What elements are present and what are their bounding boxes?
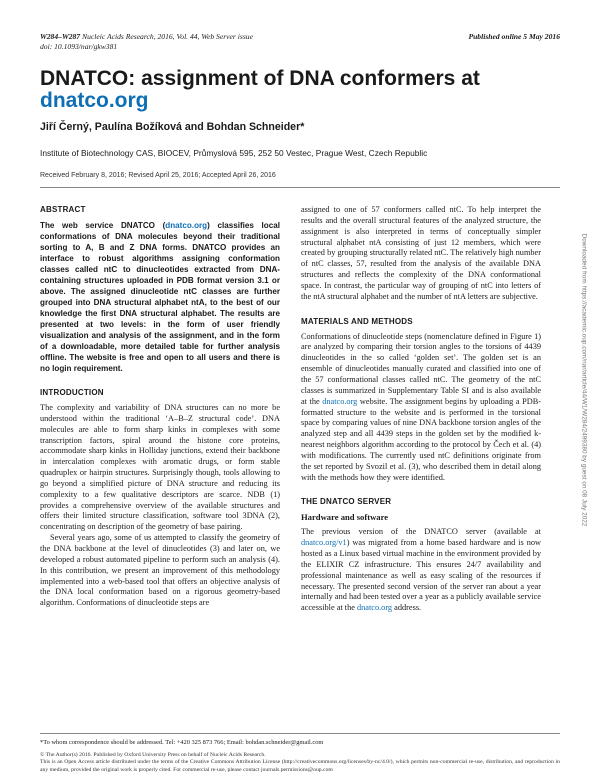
introduction-paragraph-2: Several years ago, some of us attempted to classify the geometry of the DNA backbone at the level of dinucleotides (3) and later on, we developed a robust automated pipeline to perform such an analysis (4). In this contribution, we present an improvement of this methodology implemented into a web-based tool that offers an objective analysis of the DNA local conformation based on a rigorous geometry-based algorithm. Conformations of dinucleotide steps are — [40, 533, 280, 608]
left-column — [40, 205, 280, 609]
server-heading: THE DNATCO SERVER — [301, 497, 392, 507]
footnote-divider — [40, 733, 560, 734]
abstract-text: The web service DNATCO (dnatco.org) classifies local conformations of DNA molecules beyond their traditional sorting to A, B and Z DNA forms. DNATCO provides an interface to robust algorithms assigning conformation classes called ntC to dinucleotides extracted from DNA-containing structures uploaded in PDB format version 3.1 or above. The assigned dinucleotide ntC classes are further grouped into DNA structural alphabet ntA, to the best of our knowledge the first DNA structural alphabet. The results are presented at two levels: in the form of user friendly visualization and analysis of the assignment, and in the form of a downloadable, more detailed table for further analysis offline. The website is free and open to all users and there is no login requirement. — [40, 221, 280, 373]
title-link[interactable]: dnatco.org — [40, 89, 149, 112]
abstract-heading: ABSTRACT — [40, 205, 86, 214]
copyright-notice — [40, 752, 560, 774]
introduction-heading: INTRODUCTION — [40, 388, 104, 397]
running-head — [40, 32, 560, 52]
journal-issue: Nucleic Acids Research, 2016, Vol. 44, Web Server issue — [82, 32, 253, 41]
introduction-continued: assigned to one of 57 conformers called ntC. To help interpret the results and the overall structural features of the analyzed structure, the assignment is also interpreted in terms of conceptually simpler structural alphabet ntA consisting of just 12 members, which were created by grouping structurally related ntC. The relatively high number of ntC classes, 57, resulted from the analysis of the available DNA structures and reflects the complexity of the DNA conformational space. In contrast, the particular way of grouping of ntC into letters of the ntA structural alphabet and the number of ntA letters are subjective. — [301, 205, 541, 301]
article-dates: Received February 8, 2016; Revised April 25, 2016; Accepted April 26, 2016 — [40, 172, 276, 179]
license-text: This is an Open Access article distributed under the terms of the Creative Commons Attribution License (http://creativecommons.org/licenses/by-nc/4.0/), which permits non-commercial re-use, distribution, and reproduction in any medium, provided the original work is properly cited. For commercial re-use, please contact journals.permissions@oup.com — [40, 759, 560, 773]
title-main: DNATCO: assignment of DNA conformers at — [40, 67, 480, 90]
download-sidebar: Downloaded from https://academic.oup.com/nar/article/44/W1/W284/2499380 by guest on 08 July 2022 — [580, 233, 588, 527]
server-v1-link[interactable]: dnatco.org/v1 — [301, 538, 347, 548]
right-column — [301, 205, 541, 614]
abstract-link[interactable]: dnatco.org — [165, 221, 208, 230]
correspondence-footnote: *To whom correspondence should be addressed. Tel: +420 325 873 766; Email: bohdan.schneider@gmail.com — [40, 739, 324, 746]
server-paragraph: The previous version of the DNATCO server (available at dnatco.org/v1) was migrated from a home based hardware and is now hosted as a Linux based virtual machine in the environment provided by the ELIXIR CZ infrastructure. This ensures 24/7 availability and professional maintenance as well as easy scaling of the resources if necessary. The presented second version of the server ran about a year internally and had been tested over a year as a publicly available service accessible at the dnatco.org address. — [301, 527, 541, 613]
introduction-paragraph-1: The complexity and variability of DNA structures can no more be understood within the traditional ‘A–B–Z structural code’. DNA molecules are able to form sharp kinks in complexes with some transcription factors, spiral around the histone core proteins, accommodate sharp kinks in Holliday junctions, extend their backbone in intercalation complexes with aromatic drugs, or form stable quadruplex or hairpin structures. Surprisingly though, tools allowing to go beyond a simplified picture of DNA structure and reducing its complexity to a few qualitative descriptors are scarce. NDB (1) provides a comprehensive overview of the available structures and offers their limited structure classification, software tool 3DNA (2), concentrating on description of the geometry of base pairing. — [40, 403, 280, 532]
server-link[interactable]: dnatco.org — [356, 603, 393, 613]
page-range: W284–W287 — [40, 32, 81, 41]
publication-date: Published online 5 May 2016 — [468, 32, 560, 41]
authors: Jiří Černý, Paulína Božíková and Bohdan Schneider* — [40, 121, 305, 133]
methods-heading: MATERIALS AND METHODS — [301, 316, 413, 326]
hardware-subheading: Hardware and software — [301, 512, 389, 523]
doi[interactable]: doi: 10.1093/nar/gkw381 — [40, 42, 118, 51]
copyright-line: © The Author(s) 2016. Published by Oxford University Press on behalf of Nucleic Acids Research. — [40, 752, 266, 758]
methods-paragraph: Conformations of dinucleotide steps (nomenclature defined in Figure 1) are analyzed by comparing their torsion angles to the torsions of 4439 dinucleotides in the so called ‘golden set’. The golden set is an ensemble of dinucleotides manually curated and classified into one of the 57 conformational classes called ntC. The geometry of the ntC classes is summarized in Supplementary Table SI and is also available at the dnatco.org website. The assignment begins by uploading a PDB-formatted structure to the website and is performed in the torsional space by comparing values of nine DNA backbone torsion angles of the analyzed step and all 4439 steps in the golden set by the modified k-nearest neighbors algorithm according to the protocol by Čech et al. (4) with modifications. The currently used ntC definitions originate from the set reported by Svozil et al. (3), who described them in detail along with the methods how they were identified. — [301, 331, 541, 482]
methods-link[interactable]: dnatco.org — [322, 396, 358, 406]
page-title — [40, 68, 520, 112]
header-divider — [40, 187, 560, 188]
affiliation: Institute of Biotechnology CAS, BIOCEV, Průmyslová 595, 252 50 Vestec, Prague West, Czech Republic — [40, 148, 428, 158]
